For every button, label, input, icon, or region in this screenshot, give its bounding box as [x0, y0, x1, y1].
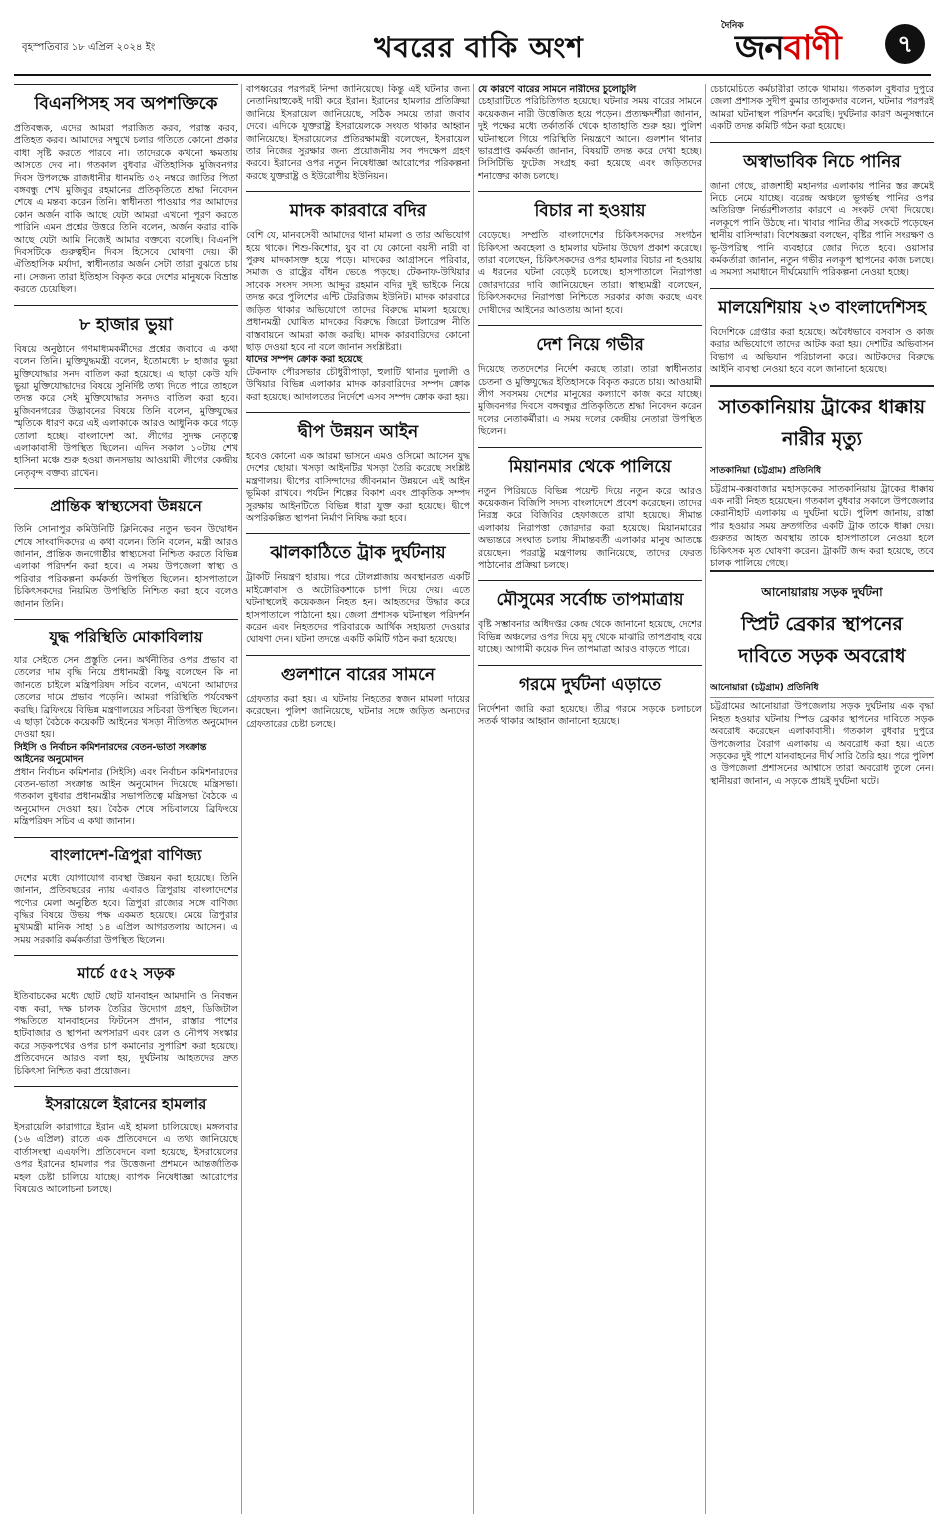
story-headline: মৌসুমের সর্বোচ্চ তাপমাত্রায়: [478, 580, 702, 619]
story-heat-accident: [478, 665, 702, 729]
story-headline: ঝালকাঠিতে ট্রাক দুর্ঘটনায়: [246, 533, 470, 572]
story-headline: বিএনপিসহ সব অপশক্তিকে: [14, 84, 238, 123]
column-divider: [705, 84, 706, 1514]
brand-name-a: জন: [735, 28, 784, 68]
story-headline: দেশ নিয়ে গভীর: [478, 325, 702, 364]
story-body: প্রতিবন্ধক, এদের আমরা পরাজিত করব, পরাস্ত করব, প্রতিহত করব। আমাদের সম্মুখে চলার গতিতে কোনো প্রকার বাধা সৃষ্টি করতে পারবে না। তাদেরকে কখনো ক্ষমতায় আসতে দেব না। গতকাল বুধবার ঐতিহাসিক মুজিবনগর দিবস উপলক্ষে রাজধানীর ধানমন্ডি ৩২ নম্বরে জাতির পিতা বঙ্গবন্ধু শেখ মুজিবুর রহমানের প্রতিকৃতিতে শ্রদ্ধা নিবেদন শেষে এ মন্তব্য করেন তিনি। স্বাধীনতা পাওয়ার পর আমাদের কোন অর্জন বাকি আছে যেটা আমরা এখনো পূরণ করতে পারিনি এমন প্রশ্নের উত্তরে তিনি বলেন, অর্জন করার বাকি আছে যেটা আমি নিজেই আমার বক্তব্যে বলেছি। বিএনপি দিবসটিকে গুরুত্বহীন দিবস হিসেবে ঘোষণা দেয়। কী ঐতিহাসিক মর্যাদা, স্বাধীনতার অর্জন সেটা তারা বুঝতে চায় না। সেজন্য তারা ইতিহাস বিকৃত করে দেশের মানুষকে বিভ্রান্ত করতে চেয়েছিল।: [14, 123, 238, 296]
section-title: খবরের বাকি অংশ: [374, 31, 584, 64]
story-body: চেহারাটিতে পরিচিতিগত হয়েছে। ঘটনার সময় বারের সামনে কয়েকজন নারী উত্তেজিত হয়ে পড়েন। প্রত্যক্ষদর্শীরা জানান, দুই পক্ষের মধ্যে তর্কাতর্কি থেকে হাতাহাতি শুরু হয়। পুলিশ ঘটনাস্থলে গিয়ে পরিস্থিতি নিয়ন্ত্রণে আনে। গুলশান থানার ভারপ্রাপ্ত কর্মকর্তা জানান, বিষয়টি তদন্ত করে দেখা হচ্ছে। সিসিটিভি ফুটেজ সংগ্রহ করা হয়েছে এবং জড়িতদের শনাক্তের কাজ চলছে।: [478, 96, 702, 182]
story-body: নতুন পিরিয়ডে বিভিন্ন পয়েন্ট দিয়ে নতুন করে আরও কয়েকজন বিজিপি সদস্য বাংলাদেশে প্রবেশ করেছেন। তাদের নিরস্ত্র করে বিজিবির হেফাজতে রাখা হয়েছে। সীমান্ত এলাকায় নিরাপত্তা জোরদার করা হয়েছে। মিয়ানমারের অভ্যন্তরে সংঘাত চলায় সীমান্তবর্তী এলাকার মানুষ আতঙ্কে রয়েছেন। পররাষ্ট্র মন্ত্রণালয় জানিয়েছে, তাদের ফেরত পাঠানোর প্রক্রিয়া চলছে।: [478, 485, 702, 571]
brand-daily: দৈনিক: [721, 21, 744, 31]
story-kicker: আনোয়ারায় সড়ক দুর্ঘটনা: [761, 585, 883, 600]
story-body: ট্রাকটি নিয়ন্ত্রণ হারায়। পরে টোলপ্লাজায় অবস্থানরত একটি মাইক্রোবাস ও অটোরিকশাকে চাপা দিয়ে দেয়। এতে ঘটনাস্থলেই কয়েকজন নিহত হন। আহতদের উদ্ধার করে হাসপাতালে পাঠানো হয়। জেলা প্রশাসক ঘটনাস্থল পরিদর্শন করেন এবং নিহতদের পরিবারকে আর্থিক সহায়তা দেওয়ার ঘোষণা দেন। ঘটনা তদন্তে একটি কমিটি গঠন করা হয়েছে।: [246, 572, 470, 646]
page-number-badge: ৭: [885, 24, 925, 64]
story-satkania: [710, 385, 934, 573]
story-season-temperature: [478, 580, 702, 656]
column-4: [710, 84, 934, 1514]
story-body: গ্রেফতার করা হয়। এ ঘটনায় নিহতের স্বজন মামলা দায়ের করেছেন। পুলিশ জানিয়েছে, ঘটনার সঙ্গে জড়িত অন্যদের গ্রেফতারের চেষ্টা চলছে।: [246, 693, 470, 730]
story-drug-trade: [246, 191, 470, 404]
story-body: বিষয়ে অনুষ্ঠানে গণমাধ্যমকর্মীদের প্রশ্নের জবাবে এ কথা বলেন তিনি। মুক্তিযুদ্ধমন্ত্রী বলেন, ইতোমধ্যে ৮ হাজার ভুয়া মুক্তিযোদ্ধার সনদ বাতিল করা হয়েছে। এ ছাড়া কেউ যদি ভুয়া মুক্তিযোদ্ধাদের বিষয়ে সুনির্দিষ্ট তথ্য দিতে পারে তাহলে তদন্ত করে সেই মুক্তিযোদ্ধার সনদও বাতিল করা হবে। মুজিবনগরের উদ্ভাবনের বিষয়ে তিনি বলেন, মুক্তিযুদ্ধের স্মৃতিকে ধারণ করে এই এলাকাকে আরও আধুনিক করে গড়ে তোলা হচ্ছে। বাংলাদেশ আ. লীগের সুদক্ষ নেতৃত্বে এলাকাবাসী উপস্থিত ছিলেন। এদিন সকাল ১০টায় শেখ হাসিনা মঞ্চে শুরু হওয়া জনসভায় আওয়ামী লীগের কেন্দ্রীয় নেতৃবৃন্দ বক্তব্য রাখেন।: [14, 343, 238, 479]
story-continued: [710, 84, 934, 134]
story-body: চট্টগ্রামের আনোয়ারা উপজেলায় সড়ক দুর্ঘটনায় এক বৃদ্ধা নিহত হওয়ার ঘটনায় স্পিড ব্রেকার স্থাপনের দাবিতে সড়ক অবরোধ করেছেন এলাকাবাসী। গতকাল বুধবার দুপুরে উপজেলার বৈরাগ এলাকায় এ অবরোধ করা হয়। এতে সড়কের দুই পাশে যানবাহনের দীর্ঘ সারি তৈরি হয়। পরে পুলিশ ও উপজেলা প্রশাসনের আশ্বাসে তারা অবরোধ তুলে নেন। স্থানীয়রা জানান, এ সড়কে প্রায়ই দুর্ঘটনা ঘটে।: [710, 701, 934, 787]
story-headline: মার্চে ৫৫২ সড়ক: [14, 955, 238, 991]
column-2: [246, 84, 470, 1514]
story-jhalakathi-truck: [246, 533, 470, 646]
story-country-deep: [478, 325, 702, 438]
story-body: বেশি যে, মানবসেবী আমাদের থানা মামলা ও তার অভিযোগ হয়ে থাকে। শিশু-কিশোর, যুব বা যে কোনো বয়সী নারী বা পুরুষ মাদকাসক্ত হয়ে পড়ে। মাদকের আগ্রাসনে পরিবার, সমাজ ও রাষ্ট্রের বাঁধন ভেঙে পড়ছে। টেকনাফ-উখিয়ার সাবেক সংসদ সদস্য আব্দুর রহমান বদির দুই ভাইকে নিয়ে তদন্ত করে পুলিশের এন্টি টেররিজম ইউনিট। মাদক কারবারে জড়িত থাকার অভিযোগে তাদের বিরুদ্ধে মামলা হয়েছে। প্রধানমন্ত্রী ঘোষিত মাদকের বিরুদ্ধে জিরো টলারেন্স নীতি বাস্তবায়নে আমরা কাজ করছি। মাদক কারবারিদের কোনো ছাড় দেওয়া হবে না বলে জানান সংশ্লিষ্টরা।: [246, 230, 470, 353]
issue-date: বৃহস্পতিবার ১৮ এপ্রিল ২০২৪ ইং: [22, 42, 156, 53]
story-body: দিয়েছে ততদেশের নির্দেশ করছে তারা। তারা স্বাধীনতার চেতনা ও মুক্তিযুদ্ধের ইতিহাসকে বিকৃত করতে চায়। আওয়ামী লীগ সবসময় দেশের মানুষের কল্যাণে কাজ করে যাচ্ছে। মুজিবনগর দিবসে বঙ্গবন্ধুর প্রতিকৃতিতে শ্রদ্ধা নিবেদন করেন দলের নেতাকর্মীরা। এ সময় দলের কেন্দ্রীয় নেতারা উপস্থিত ছিলেন।: [478, 364, 702, 438]
story-health-service: [14, 488, 238, 611]
story-headline: যুদ্ধ পরিস্থিতি মোকাবিলায়: [14, 619, 238, 655]
story-headline: বাংলাদেশ-ত্রিপুরা বাণিজ্য: [14, 837, 238, 873]
story-continued: [246, 84, 470, 183]
story-fake-freedom-fighters: [14, 305, 238, 480]
column-3: [478, 84, 702, 1514]
story-headline: মাদক কারবারে বদির: [246, 191, 470, 230]
story-byline: সাতকানিয়া (চট্টগ্রাম) প্রতিনিধি: [710, 461, 934, 481]
story-body: চেচামেচিতে কর্মচারীরা তাকে থামায়। গতকাল বুধবার দুপুরে জেলা প্রশাসক সুদীপ কুমার তালুকদার বলেন, ঘটনার পরপরই আমরা ঘটনাস্থল পরিদর্শন করেছি। দুর্ঘটনার কারণ অনুসন্ধানে একটি তদন্ত কমিটি গঠন করা হয়েছে।: [710, 84, 934, 133]
story-no-justice: [478, 191, 702, 317]
story-body: হবেও কোনো এক আরমা ভাসনে এমও ওসিমো আসেন যুদ্ধ দেশের ছোয়া। খসড়া আইনটির খসড়া তৈরি করেছে সংশ্লিষ্ট মন্ত্রণালয়। দ্বীপের বাসিন্দাদের জীবনমান উন্নয়নে এই আইন ভূমিকা রাখবে। পর্যটন শিল্পের বিকাশ এবং প্রাকৃতিক সম্পদ সুরক্ষায় আইনটিতে বিভিন্ন ধারা যুক্ত করা হয়েছে। দ্বীপে অপরিকল্পিত স্থাপনা নির্মাণ নিষিদ্ধ করা হবে।: [246, 450, 470, 524]
story-headline: ইসরায়েলে ইরানের হামলার: [14, 1086, 238, 1122]
story-headline: গুলশানে বারের সামনে: [246, 655, 470, 694]
story-continued: [478, 84, 702, 183]
story-body: বৃষ্টি সম্ভাবনার অধিদপ্তর কেন্দ্র থেকে জানানো হয়েছে, দেশের বিভিন্ন অঞ্চলের ওপর দিয়ে মৃদু থেকে মাঝারি তাপপ্রবাহ বয়ে যাচ্ছে। আগামী কয়েক দিন তাপমাত্রা আরও বাড়তে পারে।: [478, 619, 702, 656]
story-gulshan-bar: [246, 655, 470, 731]
story-tripura-trade: [14, 837, 238, 947]
brand-name-b: বাণী: [783, 28, 841, 68]
story-myanmar-flee: [478, 447, 702, 573]
masthead: [14, 10, 931, 76]
story-body: বিদেশিকে গ্রেপ্তার করা হয়েছে। অবৈধভাবে বসবাস ও কাজ করার অভিযোগে তাদের আটক করা হয়। দেশটির অভিবাসন বিভাগ এ অভিযান পরিচালনা করে। আটকদের বিরুদ্ধে আইনি ব্যবস্থা নেওয়া হবে বলে জানানো হয়েছে।: [710, 326, 934, 376]
story-headline: দ্বীপ উন্নয়ন আইন: [246, 412, 470, 451]
story-headline: স্প্রিট ব্রেকার স্থাপনের দাবিতে সড়ক অবরোধ: [738, 613, 906, 668]
brand-logo: [721, 16, 913, 68]
story-body: টেকনাফ পৌরসভার চৌধুরীপাড়া, হুলাটি থানার দুলালী ও উখিয়ার বিভিন্ন এলাকার মাদক কারবারিদের সম্পদ ক্রোক করা হয়েছে। আদালতের নির্দেশে এসব সম্পদ ক্রোক করা হয়।: [246, 366, 470, 403]
story-body: দেশের মধ্যে যোগাযোগ ব্যবস্থা উন্নয়ন করা হয়েছে। তিনি জানান, প্রতিবছরের ন্যায় এবারও ত্রিপুরায় বাংলাদেশের পণ্যের মেলা অনুষ্ঠিত হবে। ত্রিপুরা রাজ্যের সঙ্গে বাণিজ্য বৃদ্ধির বিষয়ে উভয় পক্ষ একমত হয়েছে। মেয়ে ত্রিপুরার মুখ্যমন্ত্রী মানিক সাহা ১৪ এপ্রিল আগরতলায় আসেন। এ সময় সরকারি কর্মকর্তারা উপস্থিত ছিলেন।: [14, 872, 238, 946]
story-iran-israel: [14, 1086, 238, 1196]
column-divider: [473, 84, 474, 1514]
story-headline: মিয়ানমার থেকে পালিয়ে: [478, 447, 702, 486]
story-speed-breaker: [710, 580, 934, 788]
story-headline: অস্বাভাবিক নিচে পানির: [710, 142, 934, 181]
story-war-situation: [14, 619, 238, 829]
story-kicker: যে কারণে বারের সামনে নারীদের চুলোচুলি: [478, 84, 637, 95]
story-body: তিনি সোনাপুর কমিউনিটি ক্লিনিকের নতুন ভবন উদ্বোধন শেষে সাংবাদিকদের এ কথা বলেন। তিনি বলেন, মন্ত্রী আরও জানান, প্রান্তিক জনগোষ্ঠীর স্বাস্থ্যসেবা নিশ্চিত করতে বিভিন্ন এলাকা পরিদর্শন করা হবে। এ সময় উপজেলা স্বাস্থ্য ও পরিবার পরিকল্পনা কর্মকর্তা উপস্থিত ছিলেন। হাসপাতালে চিকিৎসকদের নিয়মিত উপস্থিতি নিশ্চিত করা হবে বলেও জানান তিনি।: [14, 524, 238, 610]
story-body: বেড়েছে। সম্প্রতি বাংলাদেশের চিকিৎসকদের সংগঠন চিকিৎসা অবহেলা ও হামলার ঘটনায় উদ্বেগ প্রকাশ করেছে। তারা বলেছেন, চিকিৎসকদের ওপর হামলার বিচার না হওয়ায় এ ধরনের ঘটনা বেড়েই চলেছে। হাসপাতালে নিরাপত্তা জোরদারের দাবি জানিয়েছেন তারা। স্বাস্থ্যমন্ত্রী বলেছেন, চিকিৎসকদের নিরাপত্তা নিশ্চিতে সরকার কাজ করছে এবং দোষীদের আইনের আওতায় আনা হবে।: [478, 230, 702, 316]
story-malaysia: [710, 288, 934, 377]
story-water-level: [710, 142, 934, 280]
story-body: জানা গেছে, রাজশাহী মহানগর এলাকায় পানির স্তর ক্রমেই নিচে নেমে যাচ্ছে। বরেন্দ্র অঞ্চলে ভূগর্ভস্থ পানির ওপর অতিরিক্ত নির্ভরশীলতার কারণে এ সংকট দেখা দিয়েছে। নলকূপে পানি উঠছে না। খাবার পানির তীব্র সংকটে পড়েছেন স্থানীয় বাসিন্দারা। বিশেষজ্ঞরা বলছেন, বৃষ্টির পানি সংরক্ষণ ও ভূ-উপরিস্থ পানি ব্যবহারে জোর দিতে হবে। ওয়াসার কর্মকর্তারা জানান, নতুন গভীর নলকূপ স্থাপনের কাজ চলছে। এ সমস্যা সমাধানে দীর্ঘমেয়াদি পরিকল্পনা নেওয়া হচ্ছে।: [710, 180, 934, 279]
story-body: নির্দেশনা জারি করা হয়েছে। তীব্র গরমে সড়কে চলাচলে সতর্ক থাকার আহ্বান জানানো হয়েছে।: [478, 703, 702, 727]
story-island-law: [246, 412, 470, 525]
story-body: চট্টগ্রাম-কক্সবাজার মহাসড়কের সাতকানিয়ায় ট্রাকের ধাক্কায় এক নারী নিহত হয়েছেন। গতকাল বুধবার সকালে উপজেলার কেরানীহাট এলাকায় এ দুর্ঘটনা ঘটে। পুলিশ জানায়, রাস্তা পার হওয়ার সময় দ্রুতগতির একটি ট্রাক তাকে ধাক্কা দেয়। গুরুতর আহত অবস্থায় তাকে হাসপাতালে নেওয়া হলে চিকিৎসক মৃত ঘোষণা করেন। ট্রাকটি জব্দ করা হয়েছে, তবে চালক পালিয়ে গেছে।: [710, 483, 934, 569]
story-headline: প্রান্তিক স্বাস্থ্যসেবা উন্নয়নে: [14, 488, 238, 524]
story-headline: বিচার না হওয়ায়: [478, 191, 702, 230]
story-body: প্রধান নির্বাচন কমিশনার (সিইসি) এবং নির্বাচন কমিশনারদের বেতন-ভাতা সংক্রান্ত আইন অনুমোদন দিয়েছে মন্ত্রিসভা। গতকাল বুধবার প্রধানমন্ত্রীর সভাপতিত্বে মন্ত্রিসভা বৈঠকে এ অনুমোদন দেওয়া হয়। বৈঠক শেষে সচিবালয়ে ব্রিফিংয়ে মন্ত্রিপরিষদ সচিব এ কথা জানান।: [14, 766, 238, 828]
story-byline: আনোয়ারা (চট্টগ্রাম) প্রতিনিধি: [710, 678, 934, 698]
story-body: ইতিবাচকের মধ্যে ছোট ছোট যানবাহন আমদানি ও নিবন্ধন বন্ধ করা, দক্ষ চালক তৈরির উদ্যোগ গ্রহণ, ডিজিটাল পদ্ধতিতে যানবাহনের ফিটনেস প্রদান, রাস্তার পাশের হাটবাজার ও স্থাপনা অপসারণ এবং রেল ও নৌপথ সংস্কার করে সড়কপথের ওপর চাপ কমানোর সুপারিশ করা হয়েছে। প্রতিবেদনে আরও বলা হয়, দুর্ঘটনায় আহতদের দ্রুত চিকিৎসা নিশ্চিত করা প্রয়োজন।: [14, 991, 238, 1077]
story-headline: মালয়েশিয়ায় ২৩ বাংলাদেশিসহ: [710, 288, 934, 327]
story-headline: সাতকানিয়ায় ট্রাকের ধাক্কায় নারীর মৃত্যু: [718, 395, 926, 450]
story-subhead: সিইসি ও নির্বাচন কমিশনারদের বেতন-ভাতা সংক্রান্ত আইনের অনুমোদন: [14, 741, 207, 766]
story-headline: গরমে দুর্ঘটনা এড়াতে: [478, 665, 702, 704]
story-body: বাপধ্বরের পরপরই নিন্দা জানিয়েছে। কিন্তু এই ঘটনার জন্য নেতানিয়াহুকেই দায়ী করে ইরান। ইরানের হামলার প্রতিক্রিয়া জানিয়ে ইসরায়েল জানিয়েছে, সঠিক সময়ে তারা জবাব দেবে। এদিকে যুক্তরাষ্ট্র ইসরায়েলকে সংযত থাকার আহ্বান জানিয়েছে। ইসরায়েলের প্রতিরক্ষামন্ত্রী বলেছেন, ইসরায়েল তার নিজের সুরক্ষার জন্য প্রয়োজনীয় সব পদক্ষেপ গ্রহণ করবে। ইরানের ওপর নতুন নিষেধাজ্ঞা আরোপের পরিকল্পনা করছে যুক্তরাষ্ট্র ও ইউরোপীয় ইউনিয়ন।: [246, 84, 470, 182]
story-body: যার সেইতে সেন প্রস্তুতি নেন। অর্থনীতির ওপর প্রভাব বা তেলের দাম বৃদ্ধি নিয়ে প্রধানমন্ত্রী কিছু বলেছেন কি না জানতে চাইলে মন্ত্রিপরিষদ সচিব বলেন, এখনো আমাদের তেলের দামে প্রভাব পড়েনি। আমরা পরিস্থিতি পর্যবেক্ষণ করছি। ব্রিফিংয়ে বিভিন্ন মন্ত্রণালয়ের সচিবরা উপস্থিত ছিলেন। এ ছাড়া বৈঠকে কয়েকটি আইনের খসড়া নীতিগত অনুমোদন দেওয়া হয়।: [14, 655, 238, 741]
story-headline: ৮ হাজার ভুয়া: [14, 305, 238, 344]
story-road-accidents: [14, 955, 238, 1078]
story-body: ইসরায়েলি কারাগারে ইরান এই হামলা চালিয়েছে। মঙ্গলবার (১৬ এপ্রিল) রাতে এক প্রতিবেদনে এ তথ্য জানিয়েছে বার্তাসংস্থা এএফপি। প্রতিবেদনে বলা হয়েছে, ইসরায়েলের ওপর ইরানের হামলার পর উত্তেজনা প্রশমনে আন্তর্জাতিক মহল চেষ্টা চালিয়ে যাচ্ছে। ব্যাপক নিষেধাজ্ঞা আরোপের বিষয়েও আলোচনা চলছে।: [14, 1121, 238, 1195]
column-divider: [241, 84, 242, 1514]
story-bnp: [14, 84, 238, 297]
brand-name: [735, 22, 841, 79]
story-subhead: যাদের সম্পদ ক্রোক করা হয়েছে: [246, 354, 363, 366]
column-1: [14, 84, 238, 1514]
